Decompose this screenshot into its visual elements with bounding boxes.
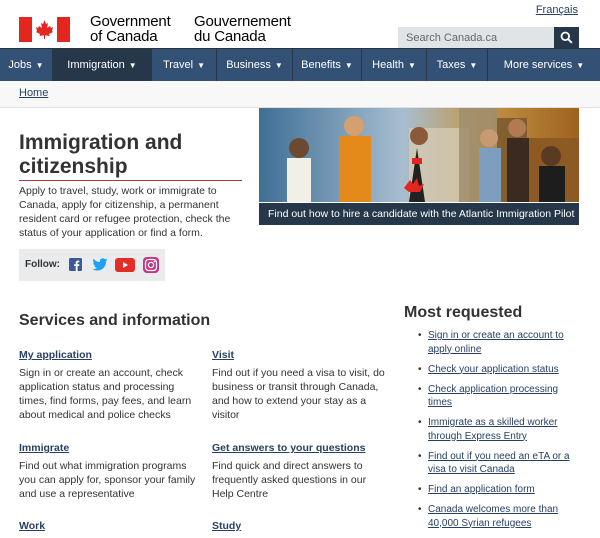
list-item xyxy=(404,450,584,477)
twitter-icon[interactable] xyxy=(91,256,108,273)
search-input[interactable] xyxy=(398,27,554,48)
service-desc-immigrate: Find out what immigration programs you can apply for, sponsor your family and use a representative xyxy=(19,460,196,500)
breadcrumb-home-link[interactable]: Home xyxy=(19,87,49,99)
list-item xyxy=(404,383,584,410)
menu-travel[interactable]: Travel ▼ xyxy=(152,49,217,81)
service-link-get-answers[interactable]: Get answers to your questions xyxy=(212,442,366,454)
menu-taxes[interactable]: Taxes ▼ xyxy=(427,49,488,81)
menu-more-services[interactable]: More services ▼ xyxy=(488,49,600,81)
chevron-down-icon: ▼ xyxy=(35,60,44,70)
most-requested-link[interactable]: Sign in or create an account to apply online xyxy=(428,330,564,355)
search-icon xyxy=(560,31,573,44)
language-toggle-link[interactable]: Français xyxy=(535,4,578,16)
follow-label: Follow: xyxy=(25,259,60,270)
chevron-down-icon: ▼ xyxy=(274,60,283,70)
title-underline xyxy=(19,180,242,181)
atlantic-pilot-banner-image[interactable] xyxy=(259,108,579,202)
service-desc-visit: Find out if you need a visa to visit, do business or transit through Canada, and how to extend your stay as a visitor xyxy=(212,367,385,421)
chevron-down-icon: ▼ xyxy=(469,60,478,70)
instagram-icon[interactable] xyxy=(142,256,159,273)
most-requested-link[interactable]: Check your application status xyxy=(428,363,559,375)
menu-jobs[interactable]: Jobs ▼ xyxy=(0,49,53,81)
list-item xyxy=(404,416,584,443)
menu-benefits[interactable]: Benefits ▼ xyxy=(293,49,362,81)
chevron-down-icon: ▼ xyxy=(128,60,137,70)
list-item xyxy=(404,329,584,356)
signature-english: Government of Canada xyxy=(90,13,171,45)
most-requested-heading: Most requested xyxy=(404,304,523,321)
service-link-immigrate[interactable]: Immigrate xyxy=(19,442,70,454)
youtube-icon[interactable] xyxy=(114,256,135,273)
chevron-down-icon: ▼ xyxy=(576,60,585,70)
search-bar xyxy=(398,27,579,48)
banner-caption-link[interactable]: Find out how to hire a candidate with the Atlantic Immigration Pilot xyxy=(259,203,579,225)
services-heading: Services and information xyxy=(19,312,211,329)
list-item xyxy=(404,483,584,497)
facebook-icon[interactable] xyxy=(67,256,84,273)
menu-business[interactable]: Business ▼ xyxy=(217,49,293,81)
search-button[interactable] xyxy=(554,27,579,48)
most-requested-link[interactable]: Check application processing times xyxy=(428,383,559,408)
most-requested-link[interactable]: Find out if you need an eTA or a visa to visit Canada xyxy=(428,450,570,475)
main-menu xyxy=(0,48,600,81)
menu-health[interactable]: Health ▼ xyxy=(362,49,427,81)
most-requested-link[interactable]: Find an application form xyxy=(428,484,535,495)
most-requested-link[interactable]: Immigrate as a skilled worker through Express Entry xyxy=(428,417,558,442)
social-follow-box xyxy=(19,249,165,281)
breadcrumb xyxy=(0,81,600,108)
service-desc-my-application: Sign in or create an account, check application status and processing times, find forms, pay fees, and learn about medical and police checks xyxy=(19,367,192,421)
service-link-work[interactable]: Work xyxy=(19,520,46,532)
service-link-study[interactable]: Study xyxy=(212,520,242,532)
chevron-down-icon: ▼ xyxy=(407,60,416,70)
list-item xyxy=(404,363,584,377)
canada-flag-logo[interactable] xyxy=(19,17,70,42)
service-desc-get-answers: Find quick and direct answers to frequently asked questions in our Help Centre xyxy=(212,460,367,500)
service-link-my-application[interactable]: My application xyxy=(19,349,92,361)
page-intro: Apply to travel, study, work or immigrate to Canada, apply for citizenship, a permanent resident card or refugee protection, check the status of your application or find a form. xyxy=(19,185,231,239)
page-title: Immigration and citizenship xyxy=(19,131,183,178)
chevron-down-icon: ▼ xyxy=(197,60,206,70)
most-requested-link[interactable]: Canada welcomes more than 40,000 Syrian refugees xyxy=(428,504,559,529)
menu-immigration[interactable]: Immigration ▼ xyxy=(53,49,152,81)
chevron-down-icon: ▼ xyxy=(344,60,353,70)
most-requested-list xyxy=(404,329,584,537)
service-link-visit[interactable]: Visit xyxy=(212,349,234,361)
list-item xyxy=(404,503,584,530)
signature-french: Gouvernement du Canada xyxy=(194,13,291,45)
